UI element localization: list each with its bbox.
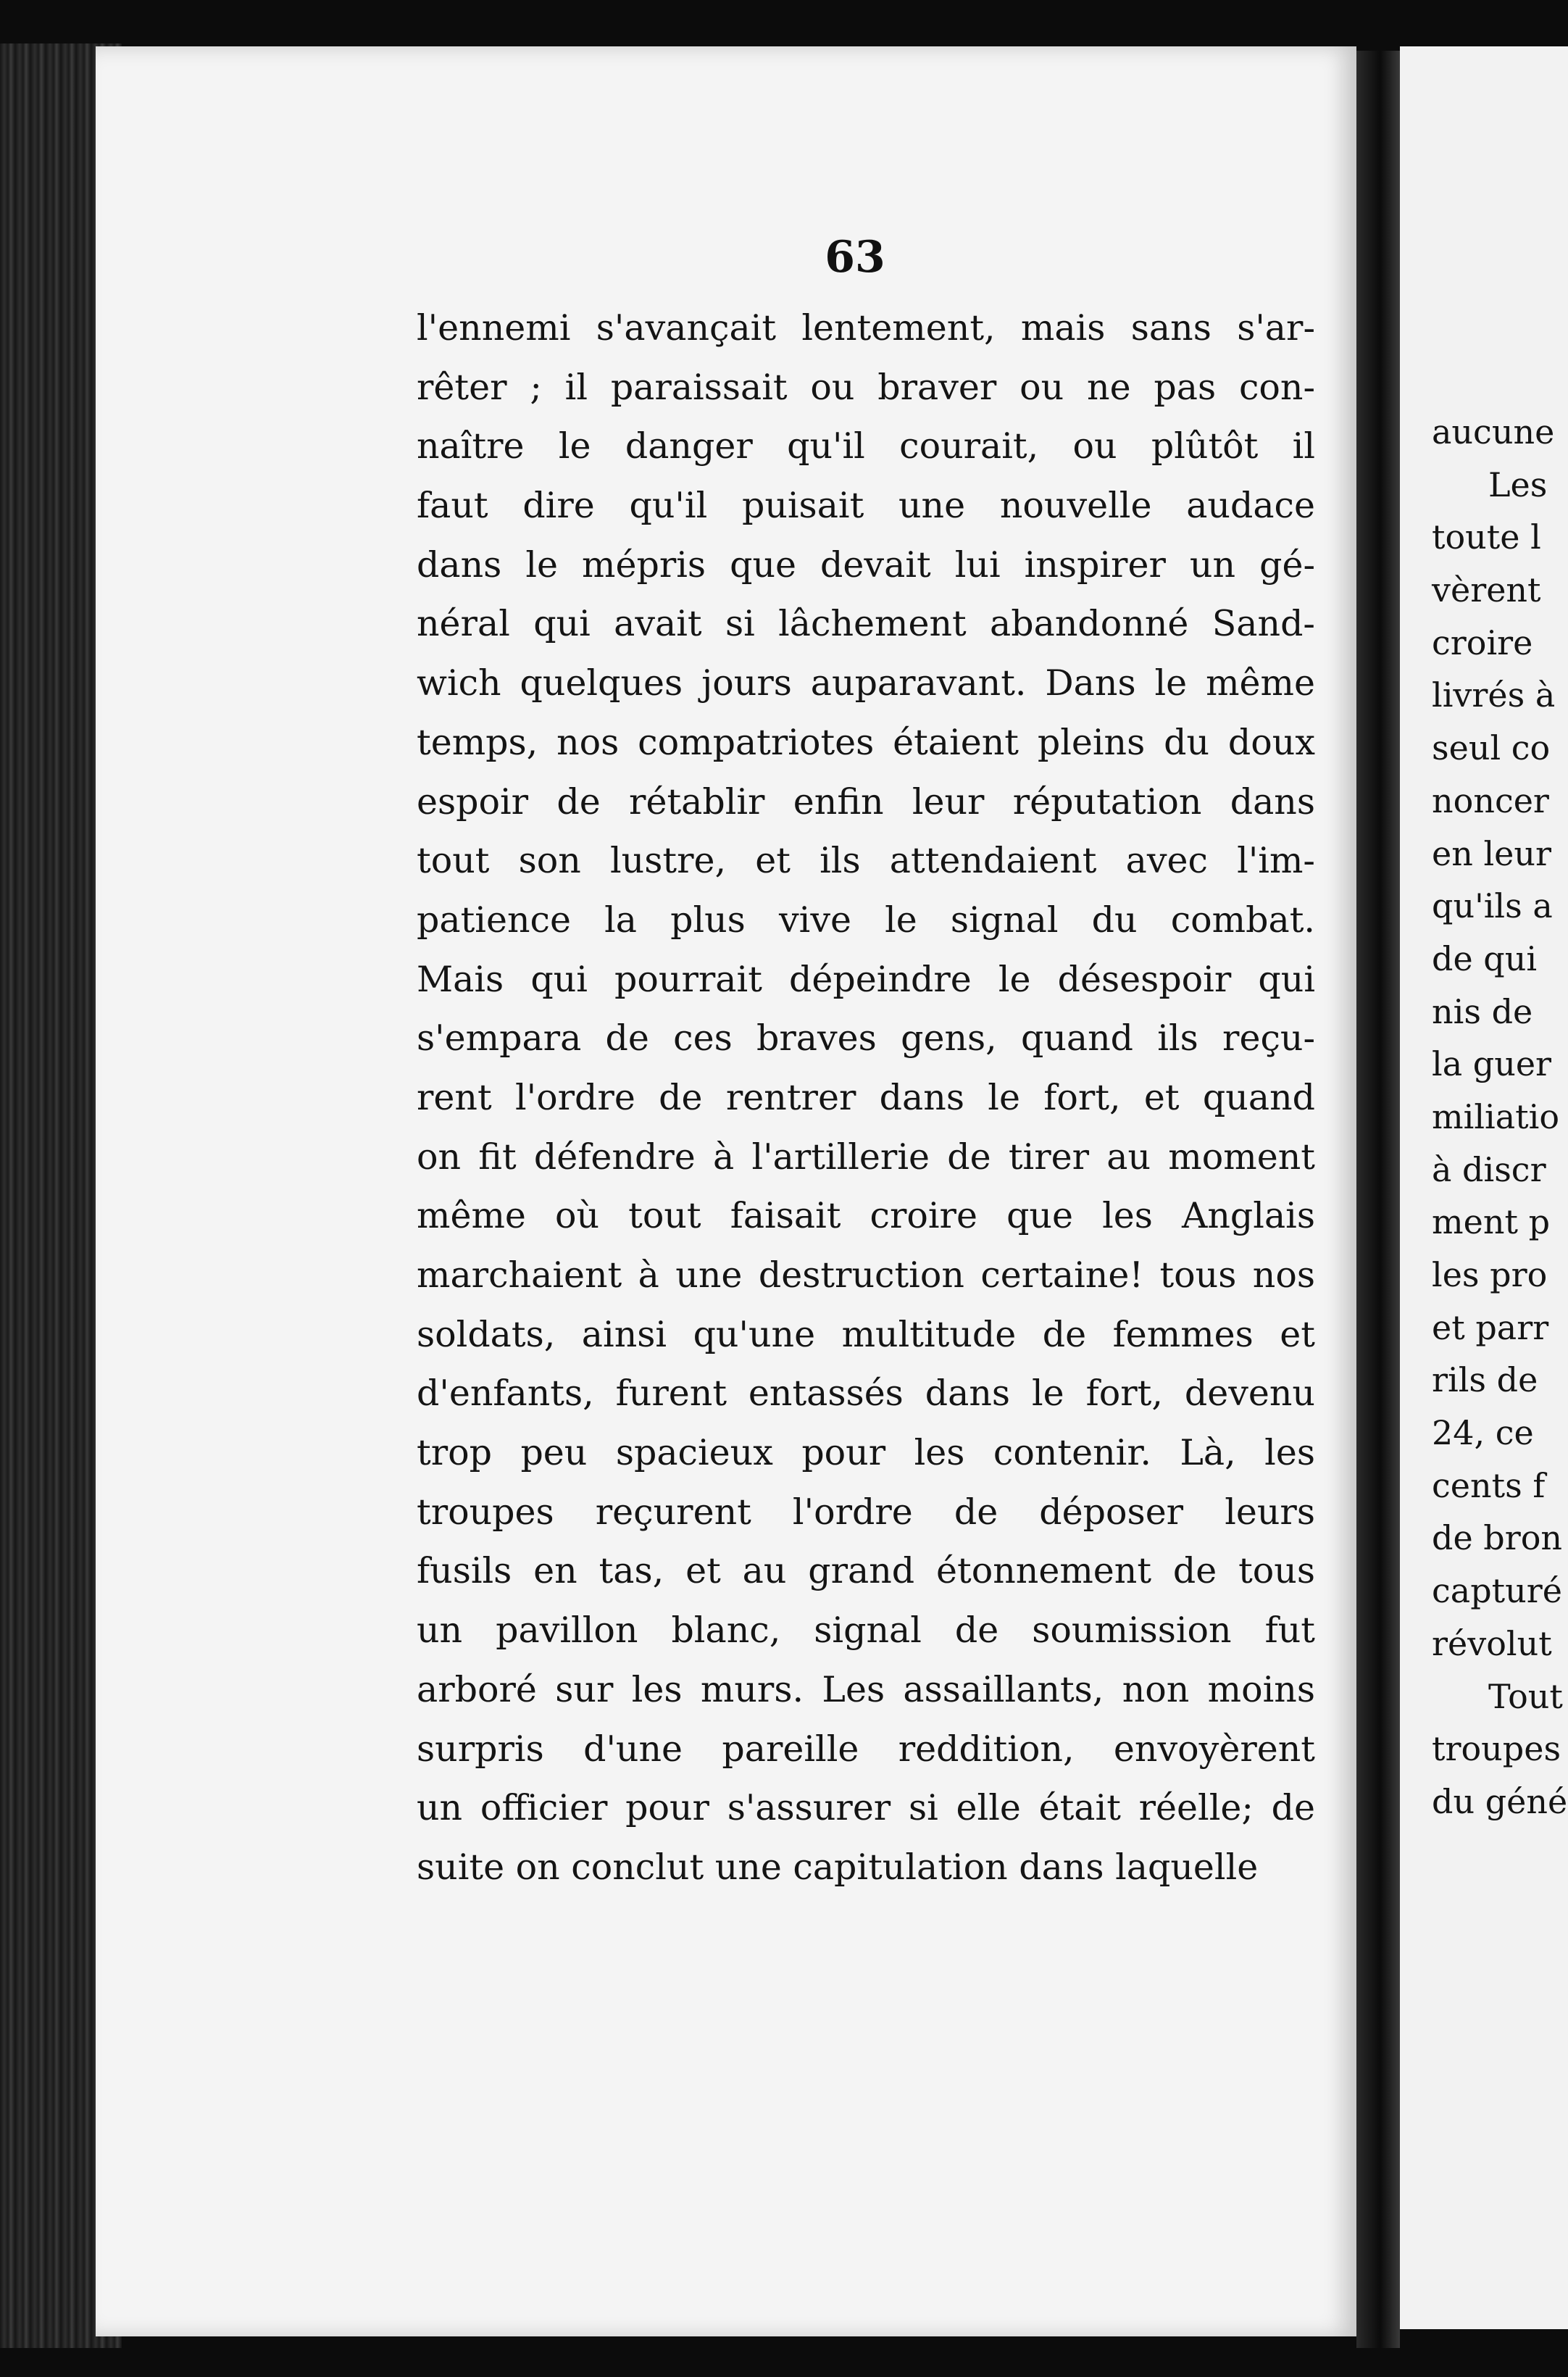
- text-line: d'enfants, furent entassés dans le fort, devenu: [417, 1373, 1315, 1415]
- adjacent-text-line: capturé: [1432, 1571, 1562, 1611]
- text-line: trop peu spacieux pour les contenir. Là, les: [417, 1432, 1315, 1474]
- text-line: patience la plus vive le signal du combat.: [417, 899, 1315, 941]
- text-line: Mais qui pourrait dépeindre le désespoir qui: [417, 958, 1315, 1000]
- text-line: même où tout faisait croire que les Anglais: [417, 1195, 1315, 1237]
- adjacent-text-line: Les: [1488, 465, 1548, 504]
- adjacent-text-line: révolut: [1432, 1623, 1552, 1663]
- adjacent-text-line: rils de: [1432, 1360, 1538, 1400]
- adjacent-text-line: aucune: [1432, 412, 1555, 451]
- adjacent-text-line: les pro: [1432, 1255, 1548, 1294]
- adjacent-text-line: et parr: [1432, 1307, 1549, 1347]
- adjacent-text-line: noncer: [1432, 780, 1549, 820]
- text-line: soldats, ainsi qu'une multitude de femmes et: [417, 1313, 1315, 1355]
- adjacent-text-line: miliatio: [1432, 1096, 1560, 1136]
- text-line: on fit défendre à l'artillerie de tirer au moment: [417, 1136, 1315, 1178]
- adjacent-text-line: ment p: [1432, 1202, 1551, 1242]
- adjacent-page-text: [1432, 406, 1568, 1828]
- adjacent-text-line: toute l: [1432, 517, 1541, 557]
- adjacent-text-line: Tout: [1488, 1676, 1563, 1716]
- adjacent-text-line: nis de: [1432, 991, 1533, 1031]
- text-line: naître le danger qu'il courait, ou plûtôt il: [417, 425, 1315, 467]
- text-line: faut dire qu'il puisait une nouvelle audace: [417, 485, 1315, 527]
- text-line: wich quelques jours auparavant. Dans le même: [417, 662, 1315, 704]
- text-line: dans le mépris que devait lui inspirer un gé-: [417, 544, 1315, 586]
- text-line: temps, nos compatriotes étaient pleins du doux: [417, 721, 1315, 763]
- text-line: s'empara de ces braves gens, quand ils reçu-: [417, 1017, 1315, 1060]
- adjacent-text-line: troupes: [1432, 1729, 1561, 1769]
- adjacent-text-line: cents f: [1432, 1465, 1546, 1505]
- text-line: un officier pour s'assurer si elle était réelle; de: [417, 1787, 1315, 1829]
- adjacent-text-line: livrés à: [1432, 675, 1556, 715]
- text-line: espoir de rétablir enfin leur réputation dans: [417, 780, 1315, 823]
- text-line: surpris d'une pareille reddition, envoyèrent: [417, 1728, 1315, 1770]
- adjacent-text-line: qu'ils a: [1432, 886, 1553, 926]
- text-line: néral qui avait si lâchement abandonné Sand-: [417, 603, 1315, 645]
- adjacent-text-line: seul co: [1432, 728, 1551, 768]
- text-line: fusils en tas, et au grand étonnement de tous: [417, 1550, 1315, 1592]
- text-line: un pavillon blanc, signal de soumission fut: [417, 1610, 1315, 1652]
- adjacent-text-line: à discr: [1432, 1149, 1546, 1189]
- page-text: [417, 299, 1315, 1897]
- adjacent-text-line: en leur: [1432, 833, 1552, 873]
- text-line: troupes reçurent l'ordre de déposer leurs: [417, 1491, 1315, 1533]
- text-line: rêter ; il paraissait ou braver ou ne pas con-: [417, 366, 1315, 408]
- text-line: l'ennemi s'avançait lentement, mais sans s'ar-: [417, 307, 1315, 349]
- adjacent-text-line: vèrent: [1432, 570, 1541, 610]
- text-line: tout son lustre, et ils attendaient avec l'im-: [417, 840, 1315, 882]
- adjacent-text-line: 24, ce: [1432, 1413, 1534, 1453]
- page-gutter: [1356, 51, 1400, 2348]
- adjacent-text-line: la guer: [1432, 1044, 1552, 1084]
- text-line: arboré sur les murs. Les assaillants, non moins: [417, 1668, 1315, 1710]
- page-number: 63: [825, 232, 885, 283]
- adjacent-text-line: de bron: [1432, 1518, 1563, 1558]
- text-line: marchaient à une destruction certaine! tous nos: [417, 1254, 1315, 1296]
- text-line: rent l'ordre de rentrer dans le fort, et quand: [417, 1076, 1315, 1118]
- adjacent-text-line: de qui: [1432, 938, 1538, 978]
- adjacent-text-line: du géné: [1432, 1781, 1568, 1821]
- text-line: suite on conclut une capitulation dans laquelle: [417, 1846, 1259, 1888]
- adjacent-text-line: croire: [1432, 623, 1533, 662]
